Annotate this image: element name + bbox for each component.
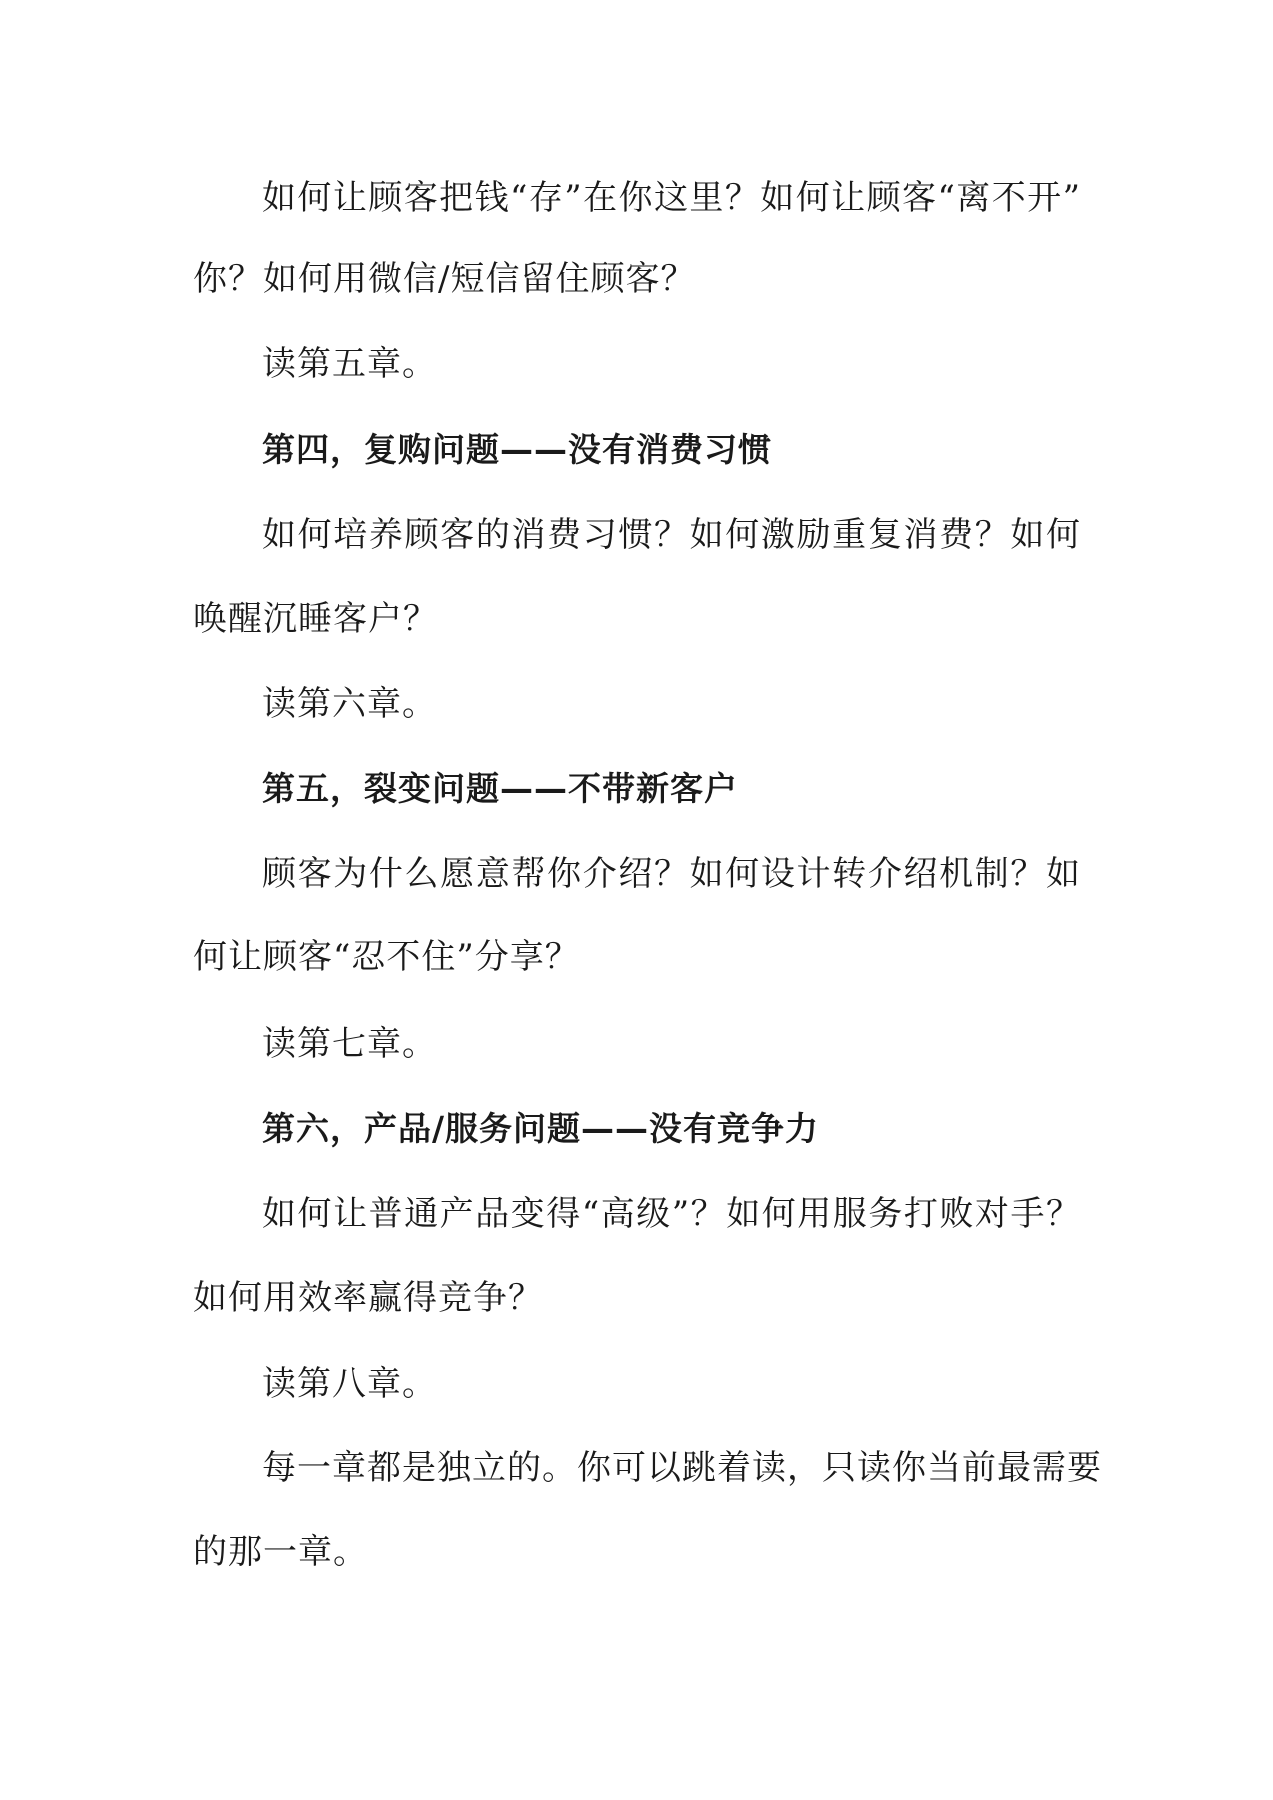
paragraph-line: 读第七章。 (262, 1024, 437, 1064)
paragraph-line: 读第八章。 (262, 1364, 437, 1404)
paragraph-line: 顾客为什么愿意帮你介绍？如何设计转介绍机制？如 (262, 854, 1081, 894)
paragraph-line: 如何让顾客把钱“存”在你这里？如何让顾客“离不开” (262, 178, 1081, 218)
paragraph-line: 如何培养顾客的消费习惯？如何激励重复消费？如何 (262, 515, 1081, 555)
paragraph-line: 读第六章。 (262, 684, 437, 724)
section-heading: 第六，产品/服务问题——没有竞争力 (262, 1109, 820, 1148)
paragraph-line: 每一章都是独立的。你可以跳着读，只读你当前最需要 (262, 1448, 1102, 1488)
paragraph-line: 如何用效率赢得竞争？ (193, 1278, 543, 1318)
paragraph-line: 唤醒沉睡客户？ (193, 599, 438, 639)
paragraph-line: 何让顾客“忍不住”分享？ (193, 937, 580, 977)
paragraph-line: 如何让普通产品变得“高级”？如何用服务打败对手？ (262, 1194, 1081, 1234)
section-heading: 第五，裂变问题——不带新客户 (262, 769, 738, 808)
paragraph-line: 你？如何用微信/短信留住顾客？ (193, 259, 696, 299)
paragraph-line: 的那一章。 (193, 1532, 368, 1572)
paragraph-line: 读第五章。 (262, 344, 437, 384)
section-heading: 第四，复购问题——没有消费习惯 (262, 430, 772, 469)
